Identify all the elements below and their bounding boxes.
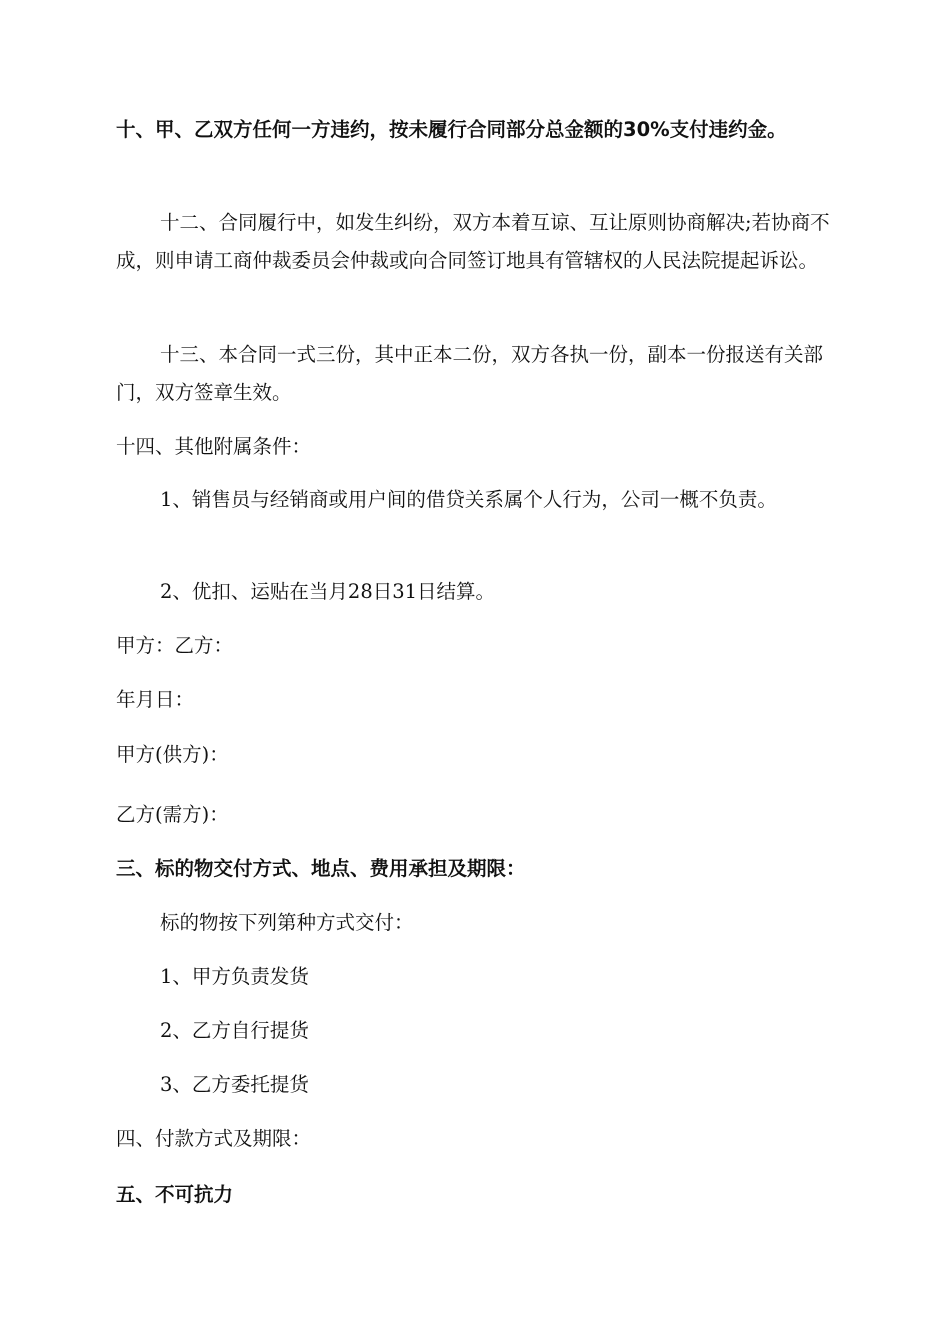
clause-10-breach: 十、甲、乙双方任何一方违约，按未履行合同部分总金额的30%支付违约金。 [116, 118, 787, 141]
party-a-supplier: 甲方(供方)： [116, 743, 229, 766]
party-b-buyer: 乙方(需方)： [116, 803, 229, 826]
clause-13-copies: 十三、本合同一式三份，其中正本二份，双方各执一份，副本一份报送有关部门，双方签章生效。 [116, 343, 824, 404]
delivery-option-2: 2、乙方自行提货 [160, 1019, 309, 1042]
clause-14-item-1: 1、销售员与经销商或用户间的借贷关系属个人行为，公司一概不负责。 [160, 488, 777, 511]
signature-parties: 甲方：乙方： [116, 634, 234, 657]
clause-14-heading: 十四、其他附属条件： [116, 435, 312, 458]
clause-12-dispute: 十二、合同履行中，如发生纠纷，双方本着互谅、互让原则协商解决;若协商不成，则申请工商仲裁委员会仲裁或向合同签订地具有管辖权的人民法院提起诉讼。 [116, 211, 830, 272]
section-4-heading: 四、付款方式及期限： [116, 1127, 312, 1150]
clause-14-item-2: 2、优扣、运贴在当月28日31日结算。 [160, 580, 496, 603]
delivery-option-1: 1、甲方负责发货 [160, 965, 309, 988]
signature-date: 年月日： [116, 688, 195, 711]
delivery-option-3: 3、乙方委托提货 [160, 1073, 309, 1096]
delivery-method-intro: 标的物按下列第种方式交付： [160, 911, 414, 934]
section-3-heading: 三、标的物交付方式、地点、费用承担及期限： [116, 857, 526, 880]
section-5-heading: 五、不可抗力 [116, 1183, 234, 1206]
